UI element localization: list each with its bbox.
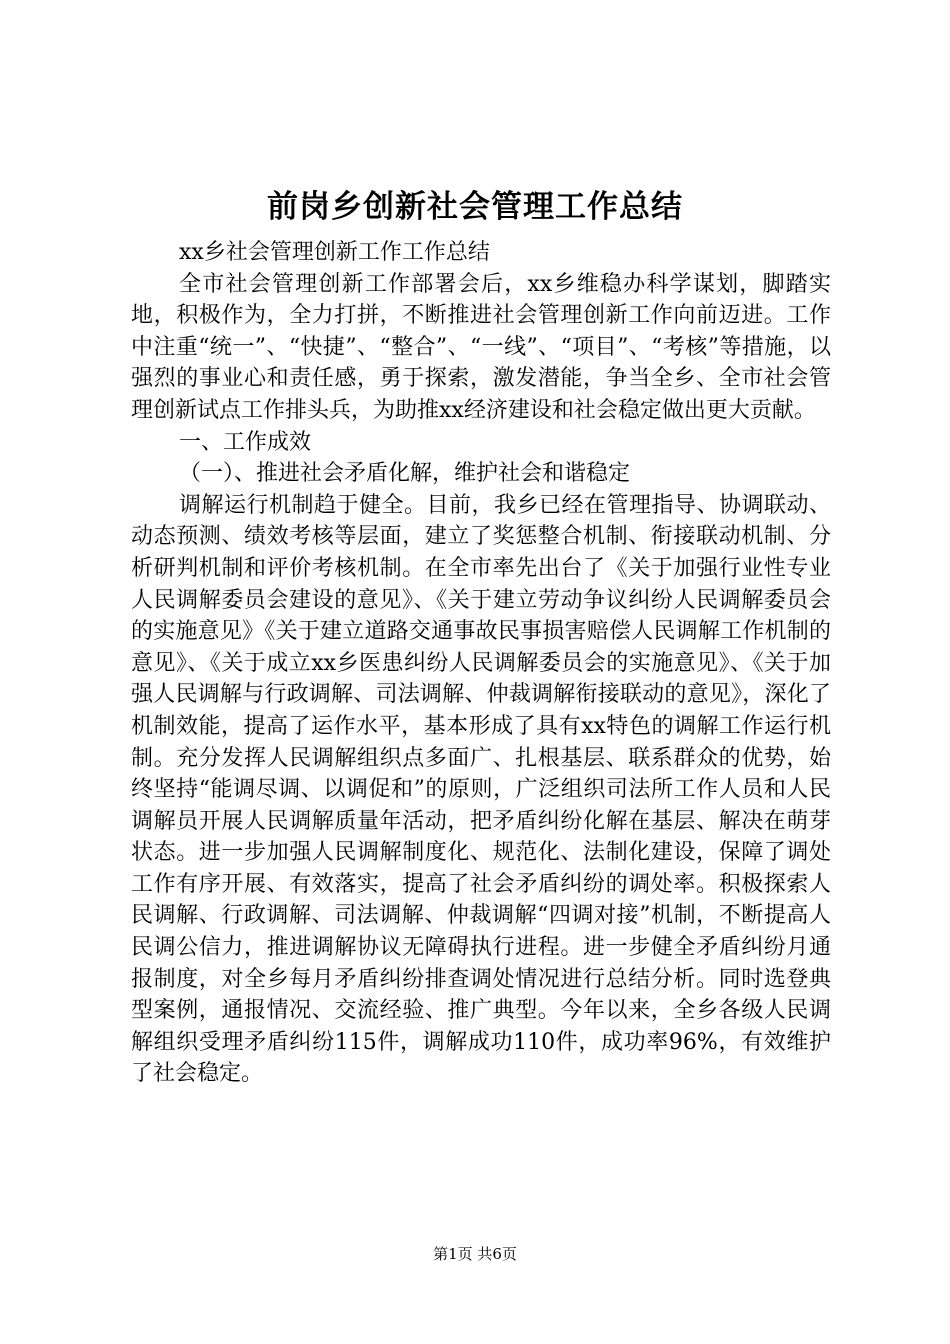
page-footer: 第1页 共6页 xyxy=(433,1245,517,1263)
document-title: 前岗乡创新社会管理工作总结 xyxy=(267,189,683,225)
intro-paragraph: 全市社会管理创新工作部署会后，xx乡维稳办科学谋划，脚踏实地，积极作为，全力打拼，不断推进社会管理创新工作向前迈进。工作中注重“统一”、“快捷”、“整合”、“一线”、“项目”、“考核”等措施，以强烈的事业心和责任感，勇于探索，激发潜能，争当全乡、全市社会管理创新试点工作排头兵，为助推xx经济建设和社会稳定做出更大贡献。 xyxy=(131,271,831,423)
body-paragraph: 调解运行机制趋于健全。目前，我乡已经在管理指导、协调联动、动态预测、绩效考核等层面，建立了奖惩整合机制、衔接联动机制、分析研判机制和评价考核机制。在全市率先出台了《关于加强行业性专业人民调解委员会建设的意见》、《关于建立劳动争议纠纷人民调解委员会的实施意见》《关于建立道路交通事故民事损害赔偿人民调解工作机制的意见》、《关于成立xx乡医患纠纷人民调解委员会的实施意见》、《关于加强人民调解与行政调解、司法调解、仲裁调解衔接联动的意见》，深化了机制效能，提高了运作水平，基本形成了具有xx特色的调解工作运行机制。充分发挥人民调解组织点多面广、扎根基层、联系群众的优势，始终坚持“能调尽调、以调促和”的原则，广泛组织司法所工作人员和人民调解员开展人民调解质量年活动，把矛盾纠纷化解在基层、解决在萌芽状态。进一步加强人民调解制度化、规范化、法制化建设，保障了调处工作有序开展、有效落实，提高了社会矛盾纠纷的调处率。积极探索人民调解、行政调解、司法调解、仲裁调解“四调对接”机制，不断提高人民调公信力，推进调解协议无障碍执行进程。进一步健全矛盾纠纷月通报制度，对全乡每月矛盾纠纷排查调处情况进行总结分析。同时选登典型案例，通报情况、交流经验、推广典型。今年以来，全乡各级人民调解组织受理矛盾纠纷115件，调解成功110件，成功率96%，有效维护了社会稳定。 xyxy=(131,492,831,1087)
document-body xyxy=(131,237,831,1090)
section-heading: 一、工作成效 xyxy=(179,429,312,455)
subsection-heading: （一）、推进社会矛盾化解，维护社会和谐稳定 xyxy=(179,461,631,487)
subtitle-paragraph: xx乡社会管理创新工作工作总结 xyxy=(179,240,490,265)
